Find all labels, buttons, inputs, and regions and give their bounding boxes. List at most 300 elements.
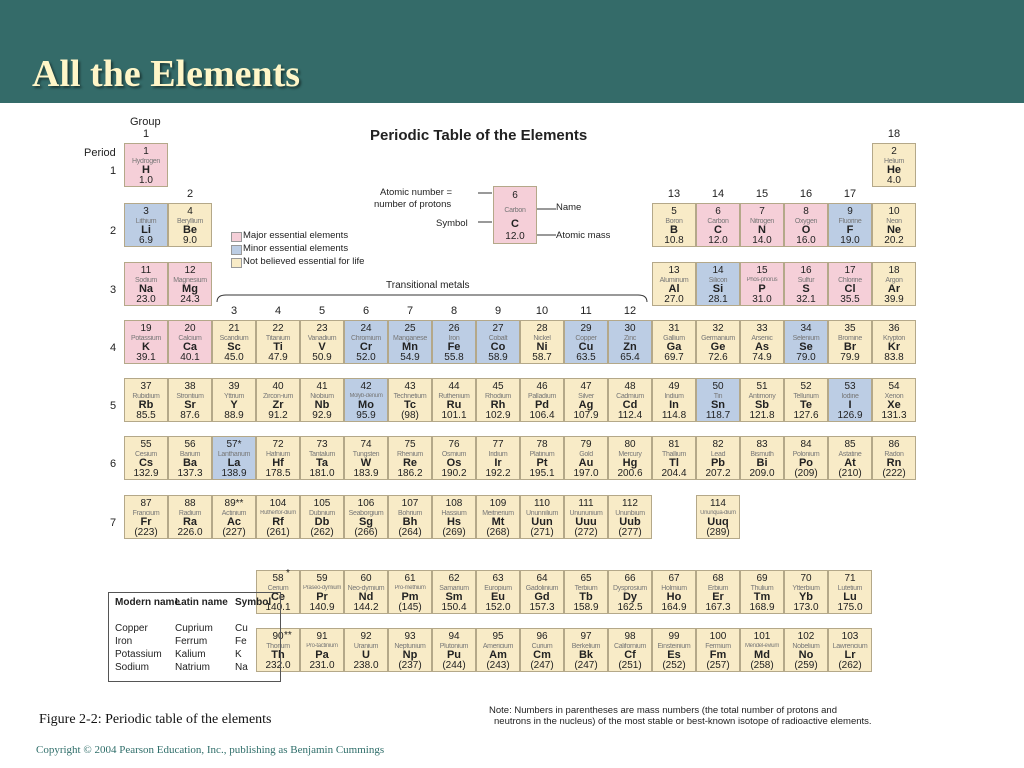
atomic-number: 55 bbox=[140, 439, 152, 450]
element-symbol: Mo bbox=[358, 399, 374, 411]
element-name: Ytterbium bbox=[792, 585, 820, 592]
element-symbol: Hf bbox=[272, 457, 284, 469]
element-symbol: Eu bbox=[490, 591, 506, 603]
atomic-number: 17 bbox=[844, 265, 856, 276]
element-name: Selenium bbox=[792, 335, 820, 342]
latin-row-modern: Sodium bbox=[115, 662, 149, 673]
atomic-mass: 32.1 bbox=[796, 294, 816, 305]
element-cell-cu bbox=[564, 320, 608, 364]
element-symbol: Tl bbox=[669, 457, 679, 469]
slide-title: All the Elements bbox=[32, 53, 301, 95]
element-cell-gd bbox=[520, 570, 564, 614]
atomic-mass: 69.7 bbox=[664, 352, 684, 363]
element-symbol: Te bbox=[799, 399, 813, 411]
element-symbol: Cl bbox=[844, 283, 856, 295]
element-name: Plutonium bbox=[439, 643, 469, 650]
element-symbol: Fr bbox=[140, 516, 152, 528]
element-symbol: Gd bbox=[534, 591, 550, 603]
element-name: Barium bbox=[179, 451, 201, 458]
element-name: Ununnilium bbox=[525, 510, 559, 517]
element-cell-fm bbox=[696, 628, 740, 672]
element-cell-na bbox=[124, 262, 168, 306]
atomic-number: 70 bbox=[800, 573, 812, 584]
element-cell-cs bbox=[124, 436, 168, 480]
element-cell-o bbox=[784, 203, 828, 247]
atomic-number: 28 bbox=[536, 323, 548, 334]
group-number: 18 bbox=[887, 128, 901, 140]
element-name: Silicon bbox=[708, 277, 728, 284]
key-example-name: Carbon bbox=[504, 207, 526, 214]
element-symbol: Sm bbox=[445, 591, 463, 603]
atomic-number: 32 bbox=[712, 323, 724, 334]
atomic-number: 86 bbox=[888, 439, 900, 450]
element-symbol: Be bbox=[182, 224, 198, 236]
element-cell-cm bbox=[520, 628, 564, 672]
atomic-mass: 114.8 bbox=[661, 410, 687, 421]
element-cell-bh bbox=[388, 495, 432, 539]
element-symbol: Np bbox=[402, 649, 418, 661]
element-name: Osmium bbox=[441, 451, 467, 458]
element-cell-mt bbox=[476, 495, 520, 539]
element-name: Zircon-ium bbox=[262, 393, 294, 400]
key-atomic-number-label-2: number of protons bbox=[374, 199, 452, 210]
element-symbol: Ne bbox=[886, 224, 902, 236]
transitional-metals-label: Transitional metals bbox=[386, 280, 470, 291]
atomic-number: 102 bbox=[797, 631, 815, 642]
atomic-mass: 157.3 bbox=[529, 602, 555, 613]
element-symbol: Th bbox=[271, 649, 285, 661]
element-name: Einsteinium bbox=[657, 643, 691, 650]
atomic-mass: 1.0 bbox=[139, 175, 153, 186]
element-cell-kr bbox=[872, 320, 916, 364]
key-example-symbol: C bbox=[511, 218, 519, 230]
atomic-mass: 65.4 bbox=[620, 352, 640, 363]
atomic-number: 100 bbox=[709, 631, 727, 642]
atomic-number: 73 bbox=[316, 439, 328, 450]
atomic-mass: 85.5 bbox=[136, 410, 156, 421]
element-name: Sulfur bbox=[797, 277, 815, 284]
element-symbol: Ba bbox=[182, 457, 198, 469]
atomic-mass: (222) bbox=[882, 468, 906, 479]
atomic-mass: 190.2 bbox=[441, 468, 467, 479]
atomic-mass: 10.8 bbox=[664, 235, 684, 246]
element-symbol: Uuu bbox=[575, 516, 597, 528]
atomic-mass: 164.9 bbox=[661, 602, 687, 613]
atomic-mass: 200.6 bbox=[617, 468, 643, 479]
atomic-number: 78 bbox=[536, 439, 548, 450]
atomic-mass: 167.3 bbox=[705, 602, 731, 613]
latin-row-latin: Natrium bbox=[175, 662, 211, 673]
element-symbol: Sn bbox=[710, 399, 726, 411]
element-symbol: U bbox=[362, 649, 370, 661]
element-cell-ne bbox=[872, 203, 916, 247]
atomic-mass: 4.0 bbox=[887, 175, 901, 186]
element-cell-pu bbox=[432, 628, 476, 672]
element-name: Rhodium bbox=[485, 393, 511, 400]
atomic-number: 43 bbox=[404, 381, 416, 392]
atomic-number: 66 bbox=[624, 573, 636, 584]
key-example-number: 6 bbox=[512, 190, 518, 201]
element-name: Silver bbox=[578, 393, 594, 400]
atomic-number: 92 bbox=[360, 631, 372, 642]
atomic-number: 85 bbox=[844, 439, 856, 450]
element-symbol: Ar bbox=[887, 283, 901, 295]
figure-caption: Figure 2-2: Periodic table of the elements bbox=[39, 712, 272, 727]
atomic-number: 31 bbox=[668, 323, 680, 334]
element-name: Phos-phorus bbox=[746, 277, 778, 283]
atomic-number: 27 bbox=[492, 323, 504, 334]
element-symbol: Sg bbox=[358, 516, 374, 528]
element-name: Boron bbox=[665, 218, 683, 225]
atomic-number: 98 bbox=[624, 631, 636, 642]
element-cell-c bbox=[696, 203, 740, 247]
atomic-mass: 58.7 bbox=[532, 352, 552, 363]
element-name: Aluminum bbox=[659, 277, 689, 284]
atomic-number: 19 bbox=[140, 323, 152, 334]
latin-row-symbol: K bbox=[235, 649, 242, 660]
atomic-mass: 197.0 bbox=[573, 468, 599, 479]
element-symbol: Fe bbox=[447, 341, 461, 353]
element-cell-uun bbox=[520, 495, 564, 539]
element-symbol: Y bbox=[230, 399, 238, 411]
latin-header-modern: Modern name bbox=[115, 597, 181, 608]
atomic-mass: 131.3 bbox=[881, 410, 907, 421]
element-cell-sb bbox=[740, 378, 784, 422]
element-cell-pd bbox=[520, 378, 564, 422]
atomic-mass: 95.9 bbox=[356, 410, 376, 421]
element-cell-fe bbox=[432, 320, 476, 364]
atomic-mass: 19.0 bbox=[840, 235, 860, 246]
element-symbol: Mt bbox=[491, 516, 505, 528]
atomic-number: 80 bbox=[624, 439, 636, 450]
group-number: 4 bbox=[274, 305, 282, 317]
element-name: Americium bbox=[482, 643, 514, 650]
atomic-number: 87 bbox=[140, 498, 152, 509]
element-name: Indium bbox=[664, 393, 684, 400]
atomic-mass: 74.9 bbox=[752, 352, 772, 363]
atomic-number: 40 bbox=[272, 381, 284, 392]
element-name: Bismuth bbox=[750, 451, 774, 458]
element-cell-s bbox=[784, 262, 828, 306]
element-cell-cr bbox=[344, 320, 388, 364]
element-symbol: Li bbox=[141, 224, 151, 236]
group-number: 6 bbox=[362, 305, 370, 317]
element-symbol: Ho bbox=[666, 591, 682, 603]
element-name: Palladium bbox=[527, 393, 557, 400]
element-name: Hafnium bbox=[266, 451, 290, 458]
latin-row-symbol: Na bbox=[235, 662, 248, 673]
element-cell-sn bbox=[696, 378, 740, 422]
element-cell-ar bbox=[872, 262, 916, 306]
element-name: Rhenium bbox=[397, 451, 423, 458]
atomic-number: 58 bbox=[272, 573, 284, 584]
atomic-mass: (264) bbox=[398, 527, 422, 538]
period-number: 1 bbox=[110, 165, 117, 177]
atomic-mass: 226.0 bbox=[177, 527, 203, 538]
element-cell-es bbox=[652, 628, 696, 672]
atomic-number: 56 bbox=[184, 439, 196, 450]
element-cell-w bbox=[344, 436, 388, 480]
element-name: Rubidium bbox=[132, 393, 160, 400]
group-number: 14 bbox=[711, 188, 725, 200]
element-cell-sg bbox=[344, 495, 388, 539]
period-number: 2 bbox=[110, 225, 117, 237]
element-symbol: No bbox=[798, 649, 814, 661]
element-name: Dubnium bbox=[309, 510, 335, 517]
element-name: Beryllium bbox=[176, 218, 204, 225]
atomic-number: 114 bbox=[710, 498, 726, 509]
latin-row-modern: Copper bbox=[115, 623, 148, 634]
element-cell-in bbox=[652, 378, 696, 422]
element-symbol: In bbox=[669, 399, 679, 411]
element-name: Titanium bbox=[265, 335, 291, 342]
atomic-mass: 127.6 bbox=[793, 410, 819, 421]
element-name: Astatine bbox=[838, 451, 862, 458]
element-name: Ununbium bbox=[615, 510, 645, 517]
atomic-number: 95 bbox=[492, 631, 504, 642]
element-symbol: Bh bbox=[402, 516, 418, 528]
atomic-mass: 118.7 bbox=[705, 410, 731, 421]
atomic-mass: (223) bbox=[134, 527, 158, 538]
atomic-mass: 183.9 bbox=[353, 468, 379, 479]
element-cell-he bbox=[872, 143, 916, 187]
atomic-mass: (259) bbox=[794, 660, 818, 671]
period-number: 3 bbox=[110, 284, 117, 296]
element-cell-ru bbox=[432, 378, 476, 422]
element-name: Tellurium bbox=[793, 393, 819, 400]
atomic-number: 103 bbox=[841, 631, 859, 642]
atomic-number: 12 bbox=[184, 265, 196, 276]
element-cell-rh bbox=[476, 378, 520, 422]
element-name: Neptunium bbox=[394, 643, 426, 650]
element-symbol: Nb bbox=[314, 399, 330, 411]
element-name: Scandium bbox=[219, 335, 249, 342]
atomic-mass: 158.9 bbox=[573, 602, 599, 613]
element-name: Unununium bbox=[569, 510, 603, 517]
legend-swatch-major bbox=[231, 232, 242, 242]
element-name: Manganese bbox=[393, 335, 427, 342]
element-name: Gold bbox=[579, 451, 593, 458]
atomic-number: 93 bbox=[404, 631, 416, 642]
element-cell-sm bbox=[432, 570, 476, 614]
element-symbol: Cs bbox=[138, 457, 154, 469]
atomic-mass: 107.9 bbox=[573, 410, 599, 421]
element-cell-pt bbox=[520, 436, 564, 480]
atomic-mass: 140.1 bbox=[265, 602, 291, 613]
element-cell-li bbox=[124, 203, 168, 247]
element-cell-bk bbox=[564, 628, 608, 672]
atomic-number: 26 bbox=[448, 323, 460, 334]
atomic-mass: 186.2 bbox=[397, 468, 423, 479]
atomic-number: 64 bbox=[536, 573, 548, 584]
atomic-number: 25 bbox=[404, 323, 416, 334]
element-name: Lithium bbox=[135, 218, 157, 225]
element-cell-te bbox=[784, 378, 828, 422]
atomic-mass: (266) bbox=[354, 527, 378, 538]
element-symbol: Ni bbox=[536, 341, 548, 353]
element-symbol: Pa bbox=[315, 649, 329, 661]
atomic-number: 33 bbox=[756, 323, 768, 334]
atomic-number: 94 bbox=[448, 631, 460, 642]
element-cell-ir bbox=[476, 436, 520, 480]
element-name: Xenon bbox=[884, 393, 904, 400]
atomic-number: 37 bbox=[140, 381, 152, 392]
element-symbol: Cf bbox=[624, 649, 636, 661]
atomic-mass: 47.9 bbox=[268, 352, 288, 363]
element-symbol: Ag bbox=[578, 399, 594, 411]
key-mass-label: Atomic mass bbox=[556, 230, 611, 241]
element-name: Francium bbox=[132, 510, 160, 517]
element-name: Iridium bbox=[488, 451, 508, 458]
element-name: Curium bbox=[531, 643, 553, 650]
element-name: Ruthenium bbox=[438, 393, 470, 400]
atomic-mass: 192.2 bbox=[485, 468, 511, 479]
atomic-mass: (261) bbox=[266, 527, 290, 538]
element-name: Chlorine bbox=[838, 277, 862, 284]
atomic-mass: 231.0 bbox=[309, 660, 335, 671]
atomic-mass: 39.9 bbox=[884, 294, 904, 305]
atomic-number: 24 bbox=[360, 323, 372, 334]
atomic-number: 51 bbox=[756, 381, 768, 392]
atomic-mass: 40.1 bbox=[180, 352, 200, 363]
atomic-number: 104 bbox=[269, 498, 287, 509]
element-cell-db bbox=[300, 495, 344, 539]
atomic-mass: 16.0 bbox=[796, 235, 816, 246]
atomic-mass: (262) bbox=[310, 527, 334, 538]
element-name: Lanthanum bbox=[217, 451, 251, 458]
element-symbol: F bbox=[846, 224, 854, 236]
element-cell-ca bbox=[168, 320, 212, 364]
atomic-mass: 204.4 bbox=[661, 468, 687, 479]
element-cell-y bbox=[212, 378, 256, 422]
atomic-number: 23 bbox=[316, 323, 328, 334]
latin-row-modern: Iron bbox=[115, 636, 133, 647]
element-symbol: Dy bbox=[622, 591, 638, 603]
atomic-number: 111 bbox=[578, 498, 594, 509]
element-name: Lawrencium bbox=[832, 643, 868, 650]
atomic-number: 16 bbox=[800, 265, 812, 276]
latin-row-latin: Cuprium bbox=[175, 623, 213, 634]
atomic-number: 10 bbox=[888, 206, 900, 217]
element-cell-cd bbox=[608, 378, 652, 422]
lanthanide-marker: * bbox=[286, 568, 290, 579]
atomic-number: 97 bbox=[580, 631, 592, 642]
element-cell-ni bbox=[520, 320, 564, 364]
atomic-number: 20 bbox=[184, 323, 196, 334]
element-cell-fr bbox=[124, 495, 168, 539]
element-name: Californium bbox=[613, 643, 647, 650]
key-atomic-number-label: Atomic number = bbox=[380, 187, 453, 198]
element-cell-er bbox=[696, 570, 740, 614]
element-cell-pb bbox=[696, 436, 740, 480]
atomic-mass: (272) bbox=[574, 527, 598, 538]
latin-header-symbol: Symbol bbox=[235, 597, 272, 608]
atomic-number: 22 bbox=[272, 323, 284, 334]
element-name: Pro-tactinium bbox=[306, 643, 338, 649]
element-symbol: H bbox=[142, 164, 150, 176]
element-symbol: Ir bbox=[494, 457, 502, 469]
atomic-number: 18 bbox=[888, 265, 900, 276]
period-number: 7 bbox=[110, 517, 117, 529]
element-name: Chromium bbox=[351, 335, 381, 342]
atomic-number: 50 bbox=[712, 381, 724, 392]
element-cell-rb bbox=[124, 378, 168, 422]
element-name: Krypton bbox=[882, 335, 906, 342]
element-symbol: Ga bbox=[666, 341, 682, 353]
element-name: Cadmium bbox=[616, 393, 644, 400]
element-name: Bromine bbox=[838, 335, 862, 342]
atomic-number: 81 bbox=[668, 439, 680, 450]
element-symbol: Bi bbox=[756, 457, 768, 469]
atomic-number: 35 bbox=[844, 323, 856, 334]
atomic-number: 34 bbox=[800, 323, 812, 334]
element-symbol: Pu bbox=[446, 649, 462, 661]
legend-label-major: Major essential elements bbox=[243, 230, 349, 241]
element-name: Hassium bbox=[441, 510, 467, 517]
element-symbol: Ce bbox=[270, 591, 286, 603]
atomic-number: 36 bbox=[888, 323, 900, 334]
element-symbol: Es bbox=[667, 649, 681, 661]
atomic-mass: 150.4 bbox=[441, 602, 467, 613]
atomic-mass: 14.0 bbox=[752, 235, 772, 246]
element-symbol: Cr bbox=[359, 341, 373, 353]
group-number: 8 bbox=[450, 305, 458, 317]
element-cell-os bbox=[432, 436, 476, 480]
element-cell-u bbox=[344, 628, 388, 672]
element-symbol: At bbox=[844, 457, 856, 469]
atomic-number: 53 bbox=[844, 381, 856, 392]
element-name: Radium bbox=[178, 510, 202, 517]
element-cell-zr bbox=[256, 378, 300, 422]
element-cell-hg bbox=[608, 436, 652, 480]
element-symbol: Lu bbox=[843, 591, 857, 603]
atomic-number: 14 bbox=[712, 265, 724, 276]
element-cell-br bbox=[828, 320, 872, 364]
element-cell-dy bbox=[608, 570, 652, 614]
element-cell-eu bbox=[476, 570, 520, 614]
atomic-mass: 92.9 bbox=[312, 410, 332, 421]
element-name: Neon bbox=[886, 218, 902, 225]
atomic-mass: 132.9 bbox=[133, 468, 159, 479]
actinide-marker: ** bbox=[284, 630, 292, 641]
element-cell-pa bbox=[300, 628, 344, 672]
element-name: Gadolinium bbox=[525, 585, 559, 592]
atomic-number: 59 bbox=[316, 573, 328, 584]
atomic-number: 108 bbox=[445, 498, 463, 509]
atomic-mass: 28.1 bbox=[708, 294, 728, 305]
atomic-mass: 195.1 bbox=[529, 468, 555, 479]
atomic-mass: (277) bbox=[618, 527, 642, 538]
element-cell-be bbox=[168, 203, 212, 247]
element-symbol: Er bbox=[712, 591, 724, 603]
atomic-mass: 181.0 bbox=[309, 468, 335, 479]
atomic-mass: 238.0 bbox=[353, 660, 379, 671]
atomic-mass: 50.9 bbox=[312, 352, 332, 363]
element-symbol: I bbox=[848, 399, 852, 411]
element-symbol: Lr bbox=[844, 649, 856, 661]
key-connector-lines bbox=[470, 186, 560, 246]
group-number: 2 bbox=[186, 188, 194, 200]
element-symbol: Pd bbox=[534, 399, 550, 411]
element-name: Sodium bbox=[135, 277, 157, 284]
element-name: Actinium bbox=[221, 510, 247, 517]
element-symbol: Sb bbox=[754, 399, 770, 411]
atomic-mass: 91.2 bbox=[268, 410, 288, 421]
atomic-mass: 35.5 bbox=[840, 294, 860, 305]
element-symbol: He bbox=[886, 164, 902, 176]
figure-heading: Periodic Table of the Elements bbox=[370, 127, 588, 144]
atomic-mass: (269) bbox=[442, 527, 466, 538]
